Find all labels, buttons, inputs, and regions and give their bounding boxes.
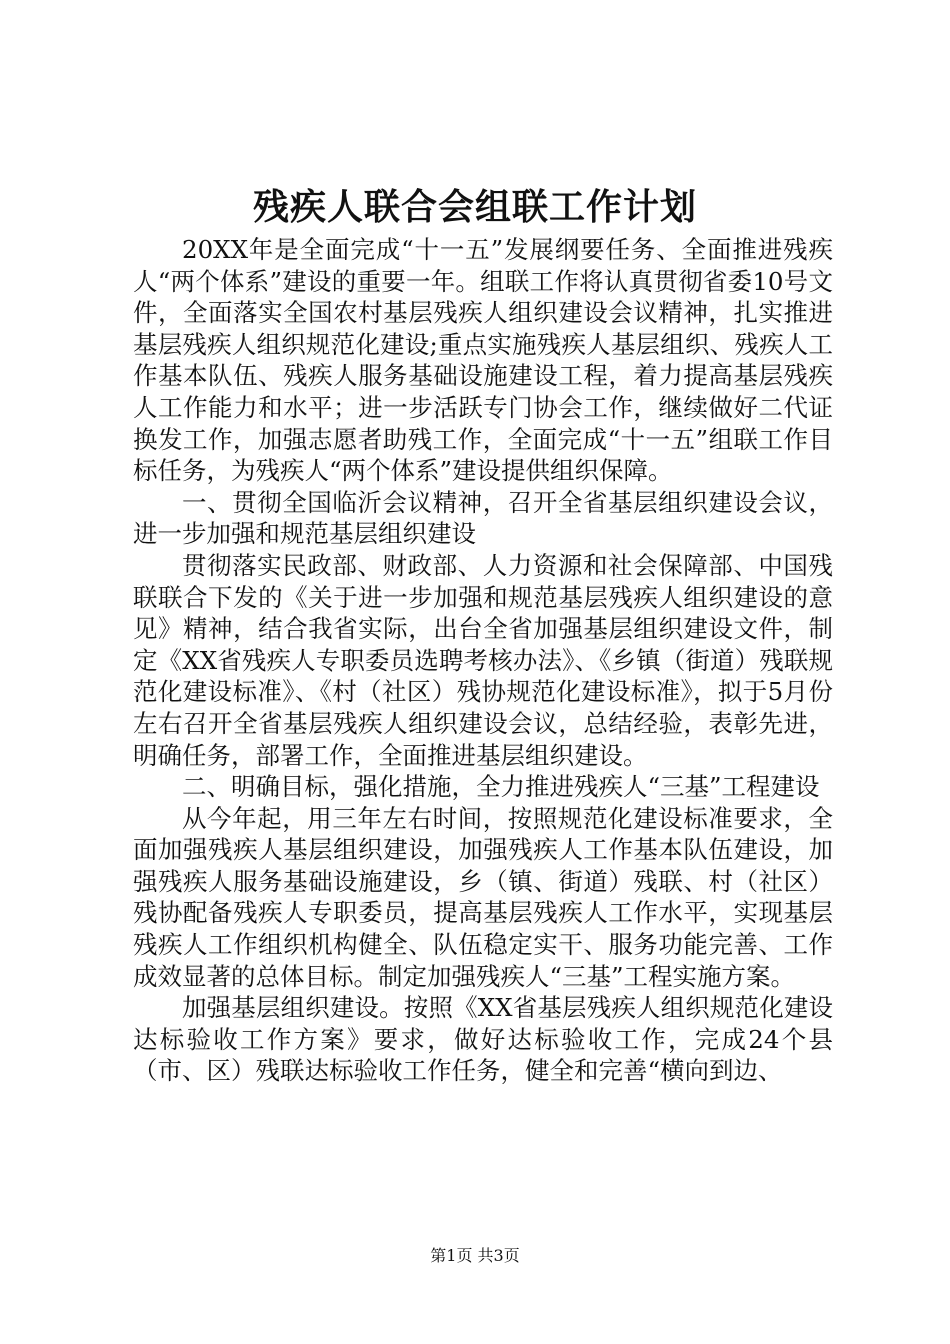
section-heading-2: 二、明确目标，强化措施，全力推进残疾人“三基”工程建设 [182, 772, 820, 802]
section-heading-1: 一、贯彻全国临沂会议精神，召开全省基层组织建设会议，进一步加强和规范基层组织建设 [133, 487, 833, 549]
page-footer: 第1页 共3页 [430, 1246, 520, 1265]
document-title: 残疾人联合会组联工作计划 [252, 186, 697, 228]
document-body [133, 234, 833, 1087]
section-paragraph-2: 从今年起，用三年左右时间，按照规范化建设标准要求，全面加强残疾人基层组织建设，加强残疾人工作基本队伍建设，加强残疾人服务基础设施建设，乡（镇、街道）残联、村（社区）残协配备残疾人专职委员，提高基层残疾人工作水平，实现基层残疾人工作组织机构健全、队伍稳定实干、服务功能完善、工作成效显著的总体目标。制定加强残疾人“三基”工程实施方案。 [133, 803, 833, 991]
section-paragraph-3: 加强基层组织建设。按照《XX省基层残疾人组织规范化建设达标验收工作方案》要求，做好达标验收工作，完成24个县（市、区）残联达标验收工作任务，健全和完善“横向到边、 [133, 993, 833, 1086]
intro-paragraph: 20XX年是全面完成“十一五”发展纲要任务、全面推进残疾人“两个体系”建设的重要一年。组联工作将认真贯彻省委10号文件，全面落实全国农村基层残疾人组织建设会议精神，扎实推进基层残疾人组织规范化建设;重点实施残疾人基层组织、残疾人工作基本队伍、残疾人服务基础设施建设工程，着力提高基层残疾人工作能力和水平；进一步活跃专门协会工作，继续做好二代证换发工作，加强志愿者助残工作，全面完成“十一五”组联工作目标任务，为残疾人“两个体系”建设提供组织保障。 [133, 235, 833, 486]
section-paragraph-1: 贯彻落实民政部、财政部、人力资源和社会保障部、中国残联联合下发的《关于进一步加强和规范基层残疾人组织建设的意见》精神，结合我省实际，出台全省加强基层组织建设文件，制定《XX省残疾人专职委员选聘考核办法》、《乡镇（街道）残联规范化建设标准》、《村（社区）残协规范化建设标准》，拟于5月份左右召开全省基层残疾人组织建设会议，总结经验，表彰先进，明确任务，部署工作，全面推进基层组织建设。 [133, 550, 833, 770]
